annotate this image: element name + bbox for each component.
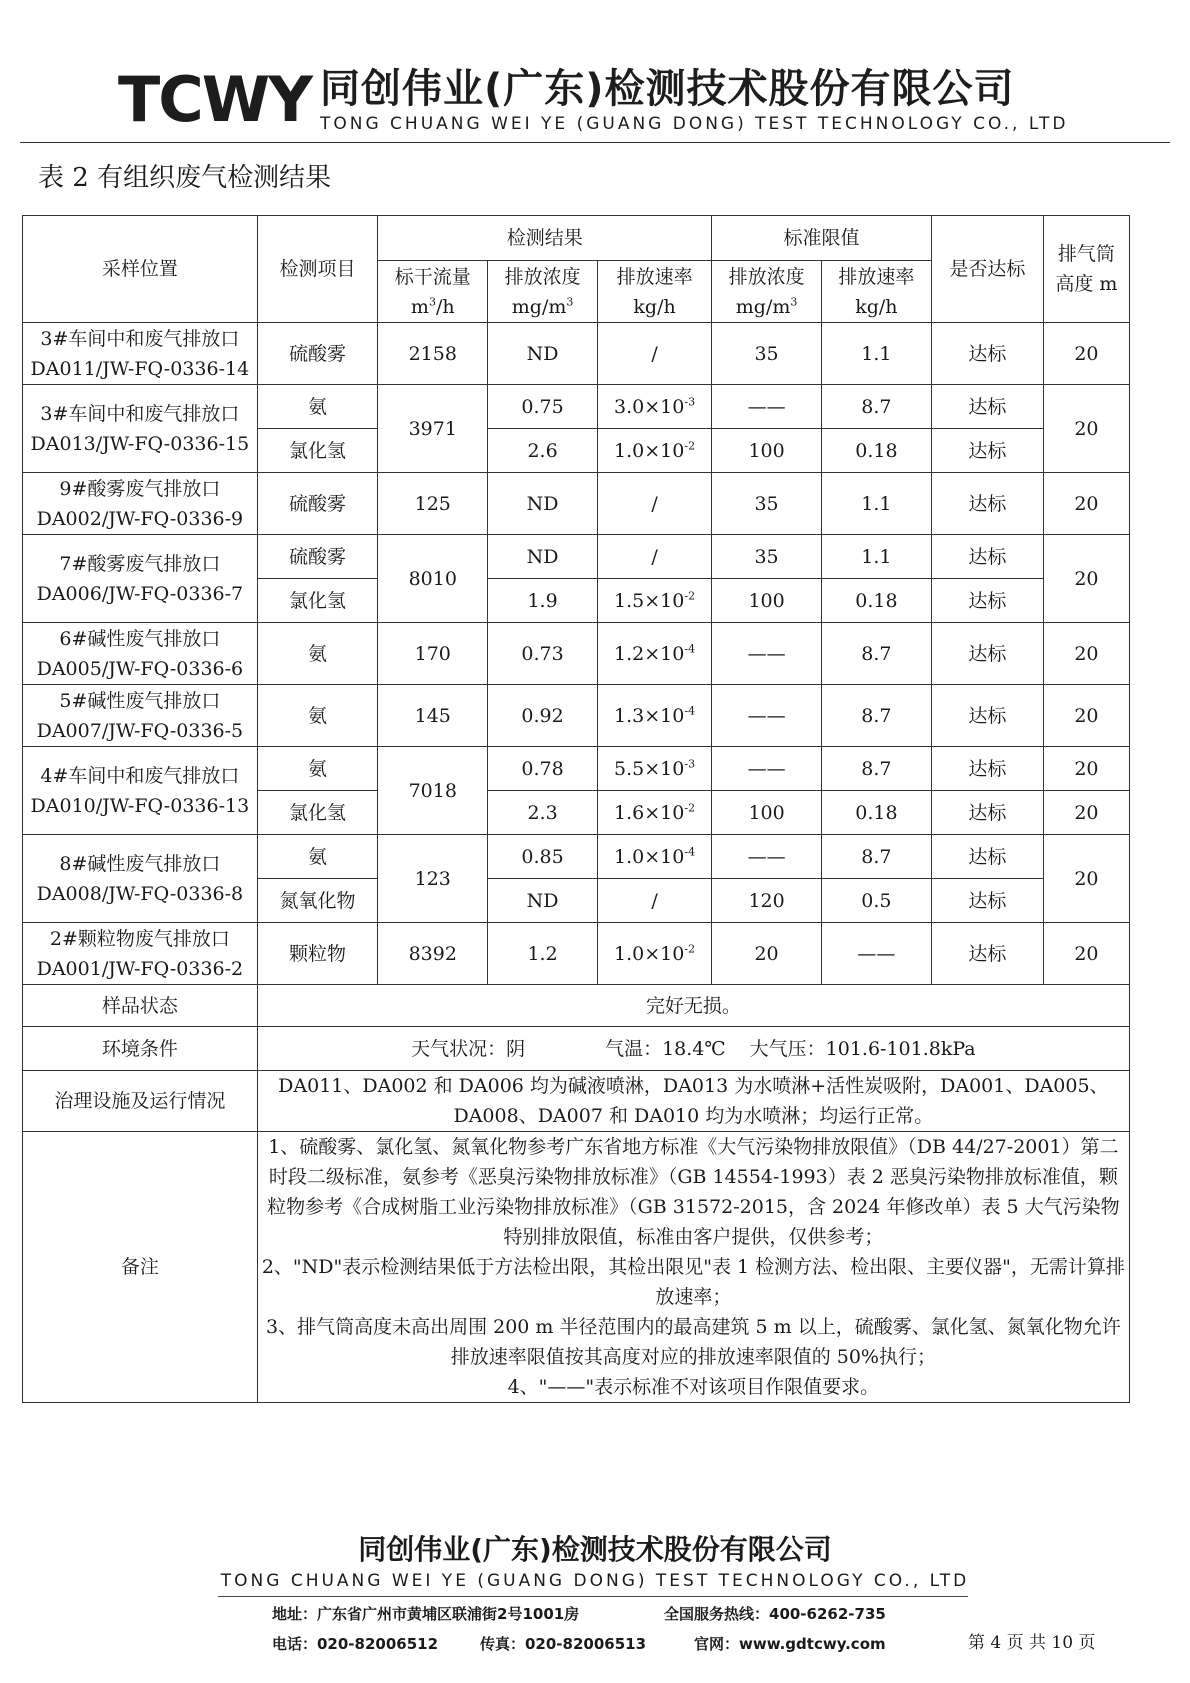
table-row xyxy=(23,535,1130,579)
treatment-label: 治理设施及运行情况 xyxy=(23,1071,258,1132)
table-row xyxy=(23,623,1130,685)
footer-fax: 传真：020-82006513 xyxy=(480,1635,647,1653)
limit-conc-value: 120 xyxy=(712,879,822,923)
rate-value xyxy=(597,791,711,835)
footer-hotline: 全国服务热线：400-6262-735 xyxy=(664,1605,886,1623)
rate-value xyxy=(597,429,711,473)
conc-value: ND xyxy=(488,323,598,385)
col-header-flow: 标干流量 $m^3/h$ xyxy=(378,261,488,323)
rate-exponent: -2 xyxy=(684,942,696,956)
treatment-value: DA011、DA002 和 DA006 均为碱液喷淋，DA013 为水喷淋+活性炭吸附，DA001、DA005、DA008、DA007 和 DA010 均为水喷淋；均运行正常。 xyxy=(257,1071,1129,1132)
sampling-location xyxy=(23,923,258,985)
location-name: 3#车间中和废气排放口 xyxy=(40,402,240,425)
col-header-item: 检测项目 xyxy=(257,216,378,323)
test-item: 硫酸雾 xyxy=(257,473,378,535)
rate-value xyxy=(597,685,711,747)
compliance-value: 达标 xyxy=(931,685,1043,747)
company-logo: TCWY xyxy=(118,63,312,136)
sampling-location xyxy=(23,623,258,685)
rate-mantissa: / xyxy=(651,492,658,515)
test-item: 氯化氢 xyxy=(257,579,378,623)
rate-exponent: -4 xyxy=(684,642,696,656)
note-item: 4、"——"表示标准不对该项目作限值要求。 xyxy=(507,1376,880,1398)
rate-value xyxy=(597,473,711,535)
env-value: 天气状况：阴 气温：18.4℃ 大气压：101.6-101.8kPa xyxy=(257,1027,1129,1071)
sample-state-value: 完好无损。 xyxy=(257,985,1129,1027)
env-label: 环境条件 xyxy=(23,1027,258,1071)
location-name: 7#酸雾废气排放口 xyxy=(59,552,221,575)
location-name: 8#碱性废气排放口 xyxy=(59,852,221,875)
location-name: 3#车间中和废气排放口 xyxy=(40,327,240,350)
conc-value: 0.78 xyxy=(488,747,598,791)
test-item: 氨 xyxy=(257,685,378,747)
location-name: 9#酸雾废气排放口 xyxy=(59,477,221,500)
conc-value: 2.6 xyxy=(488,429,598,473)
col-header-limit-conc: 排放浓度 $mg/m^3$ xyxy=(712,261,822,323)
limit-rate-value: 8.7 xyxy=(821,747,931,791)
results-table xyxy=(22,215,1130,1403)
rate-value xyxy=(597,323,711,385)
location-code: DA008/JW-FQ-0336-8 xyxy=(36,882,244,905)
table-row xyxy=(23,323,1130,385)
test-item: 氨 xyxy=(257,835,378,879)
location-name: 6#碱性废气排放口 xyxy=(59,627,221,650)
letterhead xyxy=(0,60,1190,140)
stack-height: 20 xyxy=(1043,923,1129,985)
location-name: 2#颗粒物废气排放口 xyxy=(49,927,230,950)
rate-mantissa: 1.3×10 xyxy=(614,704,685,727)
compliance-value: 达标 xyxy=(931,385,1043,429)
rate-exponent: -3 xyxy=(684,395,696,409)
limit-rate-value: 8.7 xyxy=(821,685,931,747)
notes-label: 备注 xyxy=(23,1132,258,1403)
col-header-conc: 排放浓度 $mg/m^3$ xyxy=(488,261,598,323)
footer-phone: 电话：020-82006512 xyxy=(272,1635,439,1653)
footer-website: 官网：www.gdtcwy.com xyxy=(694,1635,886,1653)
limit-conc-value: 35 xyxy=(712,323,822,385)
conc-value: 1.9 xyxy=(488,579,598,623)
rate-exponent: -4 xyxy=(684,845,696,859)
conc-value: 0.85 xyxy=(488,835,598,879)
table-row xyxy=(23,473,1130,535)
rate-mantissa: 5.5×10 xyxy=(614,757,685,780)
compliance-value: 达标 xyxy=(931,323,1043,385)
rate-value xyxy=(597,535,711,579)
limit-conc-value: —— xyxy=(712,685,822,747)
flow-value: 2158 xyxy=(378,323,488,385)
compliance-value: 达标 xyxy=(931,791,1043,835)
location-code: DA010/JW-FQ-0336-13 xyxy=(30,794,250,817)
col-header-compliance: 是否达标 xyxy=(931,216,1043,323)
limit-rate-value: 8.7 xyxy=(821,835,931,879)
sample-state-label: 样品状态 xyxy=(23,985,258,1027)
sampling-location xyxy=(23,385,258,473)
location-code: DA011/JW-FQ-0336-14 xyxy=(30,357,250,380)
limit-rate-value: 1.1 xyxy=(821,535,931,579)
company-name-en: TONG CHUANG WEI YE (GUANG DONG) TEST TECHNOLOGY CO., LTD xyxy=(320,114,1069,134)
conc-value: 0.92 xyxy=(488,685,598,747)
compliance-value: 达标 xyxy=(931,623,1043,685)
stack-height: 20 xyxy=(1043,535,1129,623)
flow-value: 8010 xyxy=(378,535,488,623)
conc-value: 1.2 xyxy=(488,923,598,985)
conc-value: ND xyxy=(488,473,598,535)
notes-value xyxy=(257,1132,1129,1403)
compliance-value: 达标 xyxy=(931,579,1043,623)
footer-company-cn: 同创伟业(广东)检测技术股份有限公司 xyxy=(358,1533,832,1566)
stack-height: 20 xyxy=(1043,747,1129,791)
compliance-value: 达标 xyxy=(931,747,1043,791)
col-header-limit-rate: 排放速率 kg/h xyxy=(821,261,931,323)
conc-value: ND xyxy=(488,879,598,923)
location-name: 4#车间中和废气排放口 xyxy=(40,764,240,787)
rate-mantissa: / xyxy=(651,342,658,365)
table-row xyxy=(23,385,1130,429)
table-row xyxy=(23,685,1130,747)
note-item: 3、排气筒高度未高出周围 200 m 半径范围内的最高建筑 5 m 以上，硫酸雾、氯化氢、氮氧化物允许排放速率限值按其高度对应的排放速率限值的 50%执行； xyxy=(266,1316,1121,1368)
stack-height: 20 xyxy=(1043,835,1129,923)
col-header-results: 检测结果 xyxy=(378,216,712,261)
stack-height: 20 xyxy=(1043,623,1129,685)
compliance-value: 达标 xyxy=(931,473,1043,535)
flow-value: 3971 xyxy=(378,385,488,473)
rate-value xyxy=(597,385,711,429)
rate-exponent: -4 xyxy=(684,704,696,718)
test-item: 氯化氢 xyxy=(257,429,378,473)
page-number: 第 4 页 共 10 页 xyxy=(968,1633,1096,1653)
sampling-location xyxy=(23,747,258,835)
compliance-value: 达标 xyxy=(931,835,1043,879)
flow-value: 145 xyxy=(378,685,488,747)
rate-mantissa: 1.0×10 xyxy=(614,942,685,965)
location-name: 5#碱性废气排放口 xyxy=(59,689,221,712)
test-item: 硫酸雾 xyxy=(257,323,378,385)
company-name-cn: 同创伟业(广东)检测技术股份有限公司 xyxy=(320,66,1015,112)
rate-mantissa: 1.2×10 xyxy=(614,642,685,665)
col-header-location: 采样位置 xyxy=(23,216,258,323)
limit-rate-value: 8.7 xyxy=(821,623,931,685)
conc-value: 0.73 xyxy=(488,623,598,685)
compliance-value: 达标 xyxy=(931,535,1043,579)
rate-mantissa: 1.6×10 xyxy=(614,801,685,824)
test-item: 氨 xyxy=(257,623,378,685)
rate-mantissa: / xyxy=(651,545,658,568)
test-item: 氯化氢 xyxy=(257,791,378,835)
rate-exponent: -3 xyxy=(684,757,696,771)
stack-height: 20 xyxy=(1043,473,1129,535)
note-item: 2、"ND"表示检测结果低于方法检出限，其检出限见"表 1 检测方法、检出限、主要仪器"，无需计算排放速率； xyxy=(261,1256,1125,1308)
rate-exponent: -2 xyxy=(684,439,696,453)
header-divider xyxy=(20,142,1170,143)
table-row xyxy=(23,923,1130,985)
rate-mantissa: 3.0×10 xyxy=(614,395,685,418)
rate-value xyxy=(597,835,711,879)
limit-rate-value: —— xyxy=(821,923,931,985)
test-item: 氨 xyxy=(257,747,378,791)
limit-conc-value: 100 xyxy=(712,429,822,473)
stack-height: 20 xyxy=(1043,685,1129,747)
test-item: 氮氧化物 xyxy=(257,879,378,923)
location-code: DA013/JW-FQ-0336-15 xyxy=(30,432,250,455)
test-item: 颗粒物 xyxy=(257,923,378,985)
stack-height: 20 xyxy=(1043,385,1129,473)
flow-value: 7018 xyxy=(378,747,488,835)
col-header-limits: 标准限值 xyxy=(712,216,932,261)
rate-mantissa: / xyxy=(651,889,658,912)
col-header-height: 排气筒 高度 m xyxy=(1043,216,1129,323)
sampling-location xyxy=(23,685,258,747)
rate-value xyxy=(597,879,711,923)
stack-height: 20 xyxy=(1043,323,1129,385)
sampling-location xyxy=(23,535,258,623)
limit-conc-value: —— xyxy=(712,385,822,429)
compliance-value: 达标 xyxy=(931,879,1043,923)
limit-conc-value: —— xyxy=(712,835,822,879)
conc-value: ND xyxy=(488,535,598,579)
table-title: 表 2 有组织废气检测结果 xyxy=(38,163,332,193)
limit-conc-value: 35 xyxy=(712,535,822,579)
rate-value xyxy=(597,923,711,985)
location-code: DA007/JW-FQ-0336-5 xyxy=(36,719,244,742)
location-code: DA005/JW-FQ-0336-6 xyxy=(36,657,244,680)
limit-conc-value: —— xyxy=(712,747,822,791)
limit-conc-value: —— xyxy=(712,623,822,685)
flow-value: 125 xyxy=(378,473,488,535)
test-item: 硫酸雾 xyxy=(257,535,378,579)
rate-exponent: -2 xyxy=(684,589,696,603)
limit-conc-value: 100 xyxy=(712,579,822,623)
footer-company-en: TONG CHUANG WEI YE (GUANG DONG) TEST TECHNOLOGY CO., LTD xyxy=(220,1571,970,1591)
location-code: DA002/JW-FQ-0336-9 xyxy=(36,507,244,530)
limit-rate-value: 0.18 xyxy=(821,791,931,835)
rate-mantissa: 1.0×10 xyxy=(614,845,685,868)
rate-mantissa: 1.5×10 xyxy=(614,589,685,612)
flow-value: 8392 xyxy=(378,923,488,985)
footer-divider xyxy=(218,1596,968,1597)
sampling-location xyxy=(23,323,258,385)
rate-value xyxy=(597,747,711,791)
limit-conc-value: 35 xyxy=(712,473,822,535)
limit-rate-value: 1.1 xyxy=(821,323,931,385)
flow-value: 123 xyxy=(378,835,488,923)
rate-value xyxy=(597,579,711,623)
rate-exponent: -2 xyxy=(684,801,696,815)
compliance-value: 达标 xyxy=(931,429,1043,473)
limit-conc-value: 20 xyxy=(712,923,822,985)
limit-rate-value: 1.1 xyxy=(821,473,931,535)
limit-conc-value: 100 xyxy=(712,791,822,835)
sampling-location xyxy=(23,473,258,535)
limit-rate-value: 0.18 xyxy=(821,579,931,623)
limit-rate-value: 0.18 xyxy=(821,429,931,473)
table-row xyxy=(23,835,1130,879)
test-item: 氨 xyxy=(257,385,378,429)
limit-rate-value: 0.5 xyxy=(821,879,931,923)
location-code: DA006/JW-FQ-0336-7 xyxy=(36,582,244,605)
rate-mantissa: 1.0×10 xyxy=(614,439,685,462)
location-code: DA001/JW-FQ-0336-2 xyxy=(36,957,244,980)
stack-height: 20 xyxy=(1043,791,1129,835)
conc-value: 0.75 xyxy=(488,385,598,429)
limit-rate-value: 8.7 xyxy=(821,385,931,429)
footer-address: 地址：广东省广州市黄埔区联浦街2号1001房 xyxy=(272,1605,580,1623)
compliance-value: 达标 xyxy=(931,923,1043,985)
sampling-location xyxy=(23,835,258,923)
note-item: 1、硫酸雾、氯化氢、氮氧化物参考广东省地方标准《大气污染物排放限值》（DB 44/27-2001）第二时段二级标准，氨参考《恶臭污染物排放标准》（GB 14554-1993）表 2 恶臭污染物排放标准值，颗粒物参考《合成树脂工业污染物排放标准》（GB 31572-2015，含 2024 年修改单）表 5 大气污染物特别排放限值，标准由客户提供，仅供参考； xyxy=(267,1136,1120,1248)
col-header-rate: 排放速率 kg/h xyxy=(597,261,711,323)
conc-value: 2.3 xyxy=(488,791,598,835)
rate-value xyxy=(597,623,711,685)
table-row xyxy=(23,747,1130,791)
flow-value: 170 xyxy=(378,623,488,685)
